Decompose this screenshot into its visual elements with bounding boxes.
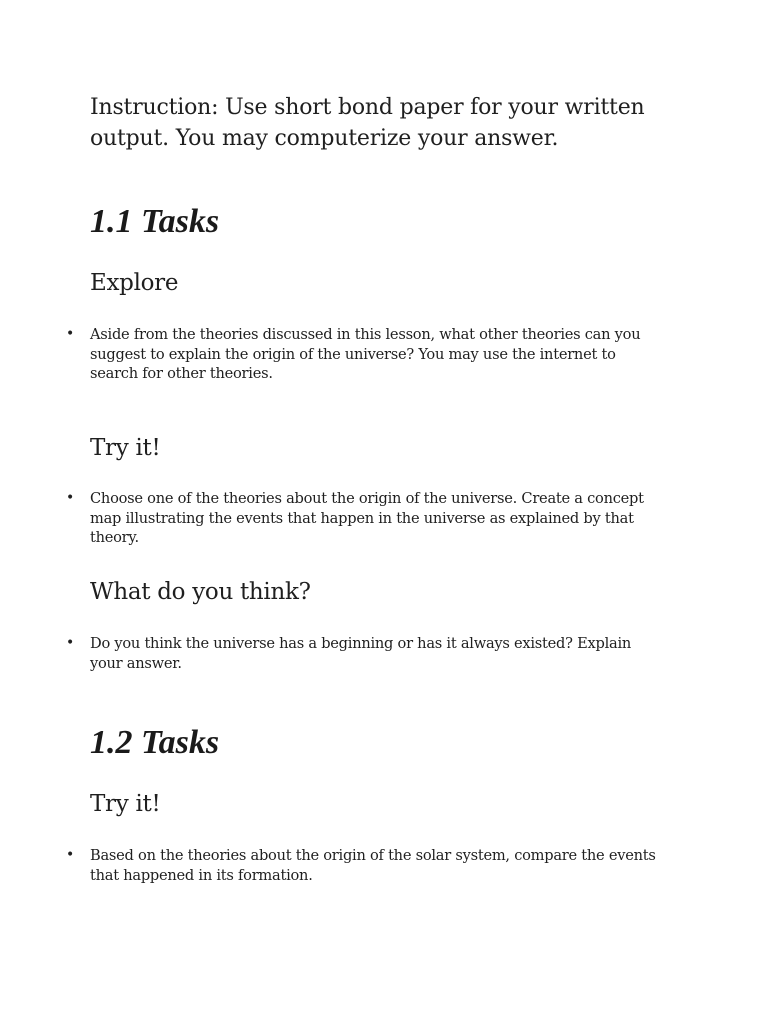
bullet-icon: • [66,490,75,506]
bullet-icon: • [66,326,75,342]
list-item [66,634,686,673]
bullet-text-what-do-you-think: Do you think the universe has a beginning or has it always existed? Explain your answer. [90,635,632,672]
bullet-text-explore: Aside from the theories discussed in this lesson, what other theories can you suggest to explain the origin of the universe? You may use the internet to search for other theories. [90,326,641,382]
subheading-try-it-1: Try it! [90,435,161,461]
bullet-text-try-it-2: Based on the theories about the origin of the solar system, compare the events that happened in its formation. [90,847,656,884]
bullet-text-try-it-1: Choose one of the theories about the origin of the universe. Create a concept map illustrating the events that happen in the universe as explained by that theory. [90,490,644,546]
list-item [66,489,686,548]
subheading-explore: Explore [90,270,179,296]
section-heading-1-2: 1.2 Tasks [90,724,220,761]
instruction-text: Instruction: Use short bond paper for your written output. You may computerize your answer. [90,95,645,151]
subheading-try-it-2: Try it! [90,791,161,817]
subheading-what-do-you-think: What do you think? [90,579,311,605]
list-item [66,325,686,384]
list-item [66,846,686,885]
section-heading-1-1: 1.1 Tasks [90,203,220,240]
bullet-icon: • [66,847,75,863]
bullet-icon: • [66,635,75,651]
